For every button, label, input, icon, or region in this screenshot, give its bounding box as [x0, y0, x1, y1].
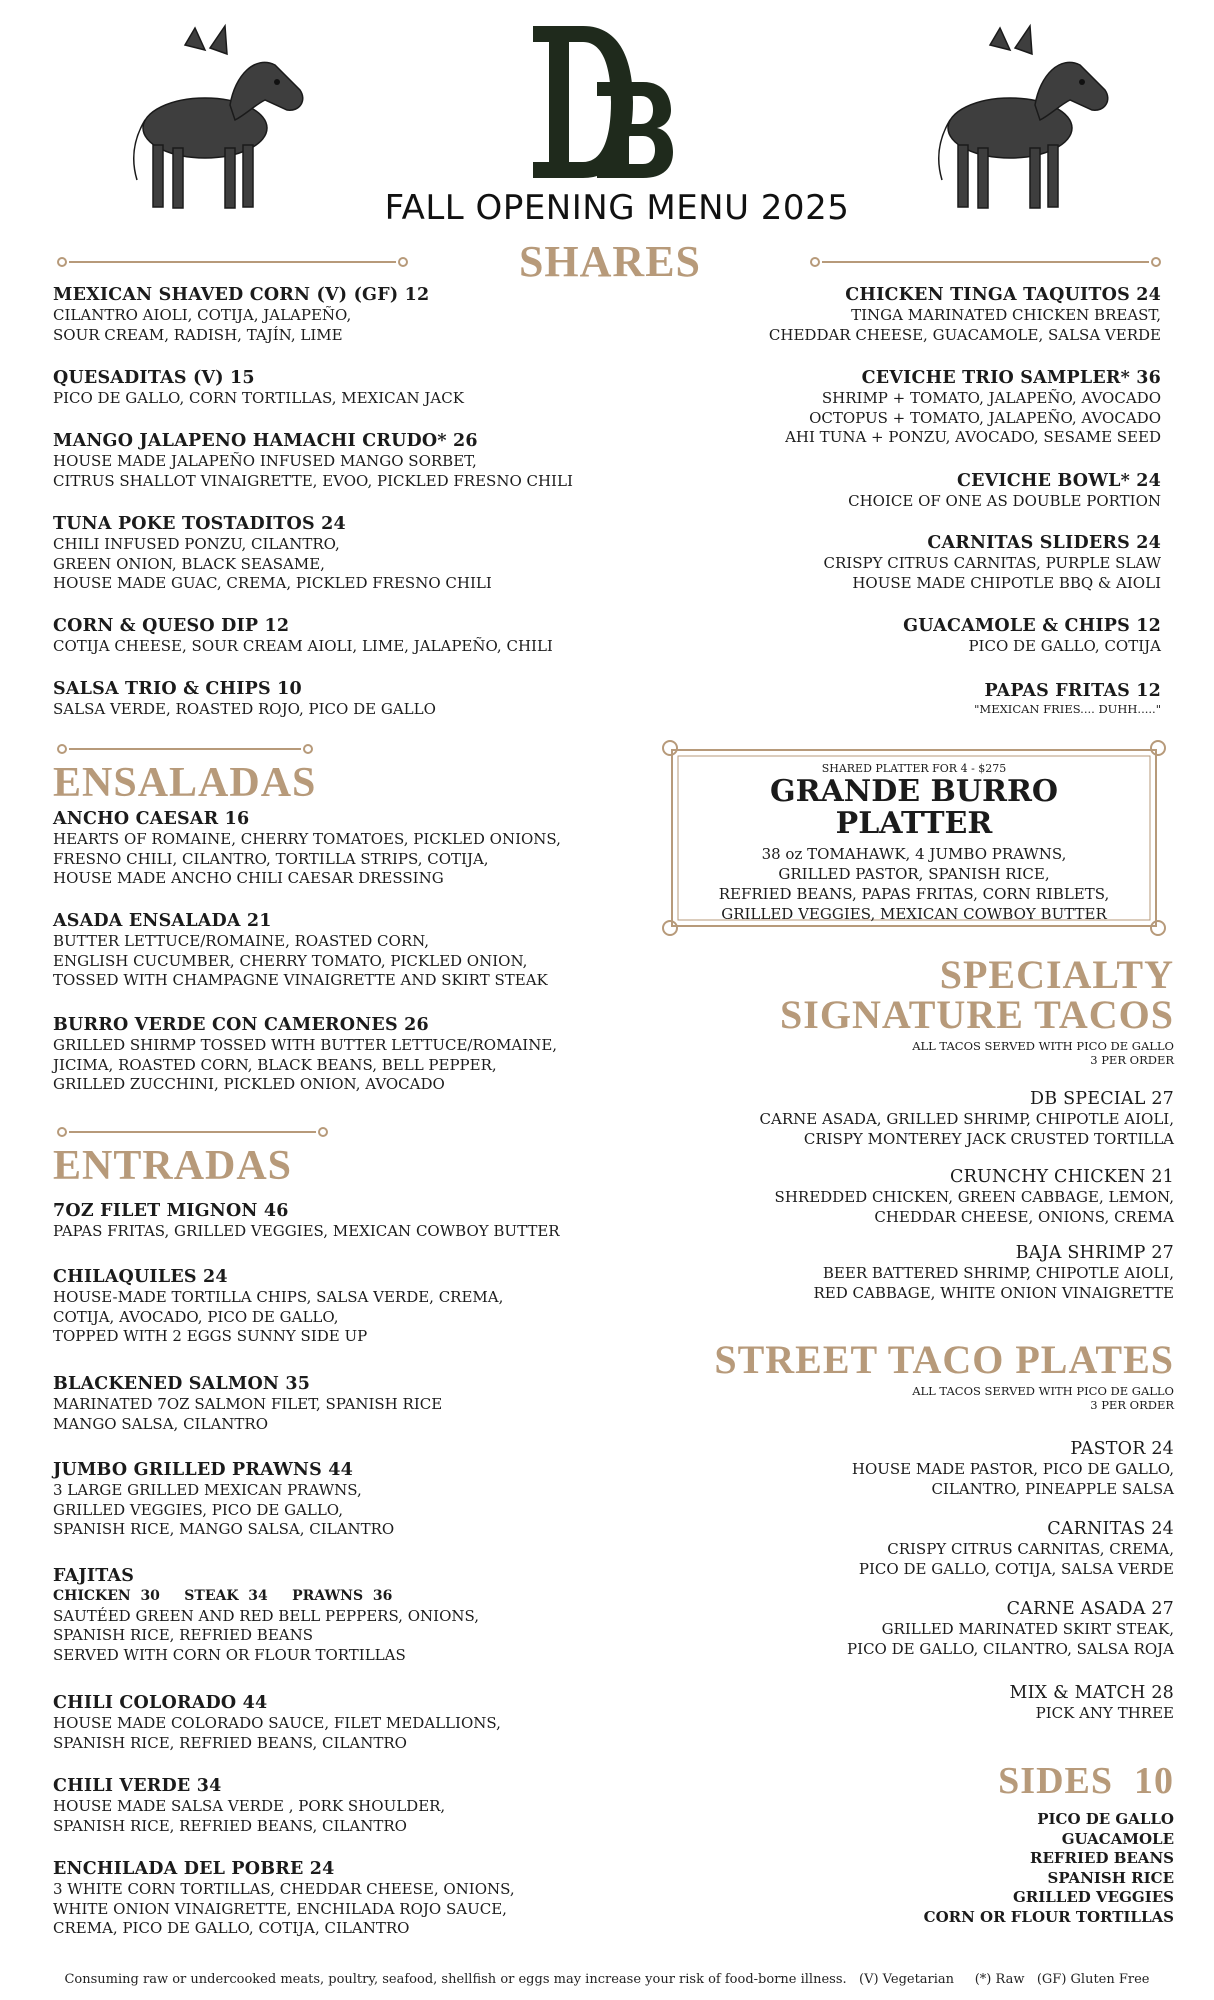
item-desc-line: SOUR CREAM, RADISH, TAJÍN, LIME	[53, 325, 343, 344]
item-desc-line: PICO DE GALLO, CILANTRO, SALSA ROJA	[847, 1639, 1174, 1658]
shares-item-carnitas-sliders	[824, 532, 1162, 593]
item-desc-line: PICK ANY THREE	[1035, 1704, 1174, 1722]
item-desc-line: SALSA VERDE, ROASTED ROJO, PICO DE GALLO	[53, 700, 436, 718]
divider-entradas	[55, 1125, 330, 1139]
item-desc-line: SPANISH RICE, REFRIED BEANS, CILANTRO	[53, 1816, 407, 1835]
item-name: ANCHO CAESAR 16	[53, 809, 250, 829]
street-item-mix-match	[1009, 1682, 1174, 1724]
entradas-item-jumbo-prawns	[53, 1459, 394, 1540]
shares-item-tuna-poke	[53, 513, 492, 594]
platter-desc-line: REFRIED BEANS, PAPAS FRITAS, CORN RIBLETS,	[718, 885, 1110, 903]
sides-item: CORN OR FLOUR TORTILLAS	[923, 1907, 1174, 1926]
item-desc-line: CHOICE OF ONE AS DOUBLE PORTION	[848, 492, 1161, 510]
specialty-heading-line2: SIGNATURE TACOS	[780, 992, 1174, 1037]
entradas-item-chili-colorado	[53, 1692, 501, 1753]
item-desc-line: CITRUS SHALLOT VINAIGRETTE, EVOO, PICKLED FRESNO CHILI	[53, 471, 573, 490]
specialty-heading	[780, 952, 1174, 1037]
item-name: CHICKEN TINGA TAQUITOS 24	[845, 285, 1161, 305]
entradas-item-enchilada-pobre	[53, 1858, 515, 1939]
item-desc-line: SERVED WITH CORN OR FLOUR TORTILLAS	[53, 1645, 406, 1664]
ensaladas-item-asada	[53, 910, 548, 991]
item-name: BLACKENED SALMON 35	[53, 1374, 311, 1394]
specialty-item-crunchy-chicken	[775, 1166, 1174, 1227]
item-name: BAJA SHRIMP 27	[1015, 1243, 1174, 1263]
item-desc-line: WHITE ONION VINAIGRETTE, ENCHILADA ROJO SAUCE,	[53, 1899, 507, 1918]
specialty-note-line2: 3 PER ORDER	[1090, 1053, 1174, 1067]
specialty-item-baja-shrimp	[814, 1242, 1174, 1303]
item-desc-line: MARINATED 7OZ SALMON FILET, SPANISH RICE	[53, 1395, 443, 1413]
item-desc-line: CILANTRO AIOLI, COTIJA, JALAPEÑO,	[53, 306, 352, 324]
item-name: CARNE ASADA 27	[1006, 1599, 1174, 1619]
allergy-disclaimer: Consuming raw or undercooked meats, poultry, seafood, shellfish or eggs may increase your risk of food-borne illness. (V) Vegetarian (*) Raw (GF) Gluten Free	[64, 1972, 1150, 1987]
item-desc-line: HOUSE MADE JALAPEÑO INFUSED MANGO SORBET,	[53, 452, 477, 470]
entradas-item-filet-mignon	[53, 1200, 560, 1242]
platter-desc-line: 38 oz TOMAHAWK, 4 JUMBO PRAWNS,	[761, 845, 1067, 863]
item-name: GUACAMOLE & CHIPS 12	[903, 616, 1161, 636]
donkey-right-icon	[920, 20, 1120, 220]
item-desc-line: HOUSE MADE CHIPOTLE BBQ & AIOLI	[852, 573, 1161, 592]
item-desc-line: GRILLED VEGGIES, PICO DE GALLO,	[53, 1500, 343, 1519]
item-name: ASADA ENSALADA 21	[53, 911, 272, 931]
entradas-item-blackened-salmon	[53, 1373, 442, 1434]
item-desc-line: CRISPY CITRUS CARNITAS, PURPLE SLAW	[823, 554, 1161, 572]
item-desc-line: COTIJA CHEESE, SOUR CREAM AIOLI, LIME, JALAPEÑO, CHILI	[53, 637, 553, 655]
shares-item-hamachi-crudo	[53, 430, 573, 491]
item-name: TUNA POKE TOSTADITOS 24	[53, 514, 346, 534]
item-desc-line: SHRIMP + TOMATO, JALAPEÑO, AVOCADO	[821, 389, 1161, 407]
item-desc-line: HOUSE MADE GUAC, CREMA, PICKLED FRESNO CHILI	[53, 574, 492, 592]
item-desc-line: PICO DE GALLO, CORN TORTILLAS, MEXICAN JACK	[53, 389, 464, 407]
shares-item-corn-queso-dip	[53, 615, 553, 657]
grande-burro-platter-box	[660, 738, 1168, 938]
shares-item-mexican-shaved-corn	[53, 284, 429, 345]
item-sub-prices: CHICKEN 30 STEAK 34 PRAWNS 36	[53, 1588, 393, 1604]
shares-item-ceviche-bowl	[848, 470, 1161, 512]
item-desc-line: BUTTER LETTUCE/ROMAINE, ROASTED CORN,	[53, 932, 430, 950]
item-name: CHILI VERDE 34	[53, 1776, 222, 1796]
entradas-item-chilaquiles	[53, 1266, 503, 1347]
item-desc-line: TINGA MARINATED CHICKEN BREAST,	[851, 306, 1161, 324]
item-desc-line: 3 LARGE GRILLED MEXICAN PRAWNS,	[53, 1481, 362, 1499]
entradas-heading: ENTRADAS	[53, 1143, 293, 1189]
item-desc-line: SAUTÉED GREEN AND RED BELL PEPPERS, ONIONS,	[53, 1606, 479, 1625]
street-note-line1: ALL TACOS SERVED WITH PICO DE GALLO	[912, 1384, 1174, 1398]
item-desc-line: CHEDDAR CHEESE, GUACAMOLE, SALSA VERDE	[768, 325, 1161, 344]
db-logo	[525, 22, 675, 182]
street-item-carnitas	[859, 1518, 1174, 1579]
item-desc-line: PAPAS FRITAS, GRILLED VEGGIES, MEXICAN COWBOY BUTTER	[53, 1222, 560, 1240]
sides-item: SPANISH RICE	[1047, 1868, 1174, 1887]
item-desc-line: PICO DE GALLO, COTIJA, SALSA VERDE	[858, 1559, 1174, 1578]
item-name: MIX & MATCH 28	[1009, 1683, 1174, 1703]
item-desc-line: RED CABBAGE, WHITE ONION VINAIGRETTE	[813, 1283, 1174, 1302]
item-name: CHILI COLORADO 44	[53, 1693, 268, 1713]
entradas-item-fajitas	[53, 1565, 479, 1665]
item-desc-line: GRILLED MARINATED SKIRT STEAK,	[881, 1620, 1174, 1638]
item-desc-line: HOUSE MADE PASTOR, PICO DE GALLO,	[851, 1460, 1174, 1478]
item-desc-line: ENGLISH CUCUMBER, CHERRY TOMATO, PICKLED ONION,	[53, 951, 528, 970]
item-desc-line: HOUSE-MADE TORTILLA CHIPS, SALSA VERDE, CREMA,	[53, 1288, 504, 1306]
item-name: ENCHILADA DEL POBRE 24	[53, 1859, 335, 1879]
item-desc-line: BEER BATTERED SHRIMP, CHIPOTLE AIOLI,	[822, 1264, 1174, 1282]
street-heading: STREET TACO PLATES	[714, 1337, 1174, 1382]
item-desc-line: SPANISH RICE, REFRIED BEANS	[53, 1626, 314, 1644]
item-desc-line: COTIJA, AVOCADO, PICO DE GALLO,	[53, 1307, 339, 1326]
divider-shares-right	[808, 255, 1163, 269]
item-desc-line: HOUSE MADE COLORADO SAUCE, FILET MEDALLIONS,	[53, 1714, 501, 1732]
street-note-line2: 3 PER ORDER	[1090, 1398, 1174, 1412]
shares-item-guacamole-chips	[903, 615, 1161, 657]
donkey-left-icon	[115, 20, 315, 220]
item-desc-line: SPANISH RICE, MANGO SALSA, CILANTRO	[53, 1520, 395, 1538]
item-desc-line: SHREDDED CHICKEN, GREEN CABBAGE, LEMON,	[774, 1188, 1174, 1206]
shares-item-papas-fritas	[974, 680, 1161, 716]
item-desc-line: HEARTS OF ROMAINE, CHERRY TOMATOES, PICKLED ONIONS,	[53, 830, 561, 848]
street-item-pastor	[852, 1438, 1174, 1499]
item-desc-line: SPANISH RICE, REFRIED BEANS, CILANTRO	[53, 1733, 407, 1752]
item-desc-line: GRILLED SHIRMP TOSSED WITH BUTTER LETTUCE/ROMAINE,	[53, 1036, 558, 1054]
platter-title-line1: GRANDE BURRO	[769, 774, 1059, 809]
sides-list	[924, 1810, 1174, 1927]
shares-item-quesaditas	[53, 367, 464, 409]
specialty-note-line1: ALL TACOS SERVED WITH PICO DE GALLO	[912, 1039, 1174, 1053]
menu-title: FALL OPENING MENU 2025	[384, 188, 850, 228]
sides-item: GRILLED VEGGIES	[1012, 1888, 1174, 1906]
sides-heading: SIDES 10	[998, 1760, 1174, 1802]
item-name: JUMBO GRILLED PRAWNS 44	[53, 1460, 353, 1480]
ensaladas-item-burro-verde	[53, 1014, 557, 1095]
item-desc-line: PICO DE GALLO, COTIJA	[968, 637, 1161, 655]
item-name: CARNITAS 24	[1047, 1519, 1174, 1539]
item-desc-line: FRESNO CHILI, CILANTRO, TORTILLA STRIPS, COTIJA,	[53, 849, 489, 868]
item-name: MEXICAN SHAVED CORN (V) (GF) 12	[53, 285, 430, 305]
item-desc-line: CREMA, PICO DE GALLO, COTIJA, CILANTRO	[53, 1919, 410, 1937]
item-name: FAJITAS	[53, 1566, 135, 1586]
item-name: PASTOR 24	[1070, 1439, 1174, 1459]
item-desc-line: CRISPY CITRUS CARNITAS, CREMA,	[887, 1540, 1174, 1558]
divider-ensaladas	[55, 742, 315, 756]
shares-item-ceviche-trio	[785, 367, 1161, 448]
item-desc-line: HOUSE MADE SALSA VERDE , PORK SHOULDER,	[53, 1797, 446, 1815]
entradas-item-chili-verde	[53, 1775, 445, 1836]
item-name: CORN & QUESO DIP 12	[53, 616, 290, 636]
item-desc-line: TOSSED WITH CHAMPAGNE VINAIGRETTE AND SKIRT STEAK	[53, 971, 548, 989]
sides-item: GUACAMOLE	[1061, 1829, 1174, 1848]
item-name: MANGO JALAPENO HAMACHI CRUDO* 26	[53, 431, 478, 451]
street-note	[912, 1384, 1174, 1412]
item-name: QUESADITAS (V) 15	[53, 368, 255, 388]
shares-item-salsa-trio	[53, 678, 436, 720]
item-name: CEVICHE BOWL* 24	[956, 471, 1161, 491]
item-desc-line: MANGO SALSA, CILANTRO	[53, 1414, 268, 1433]
item-desc-line: CRISPY MONTEREY JACK CRUSTED TORTILLA	[803, 1129, 1174, 1148]
ensaladas-item-ancho-caesar	[53, 808, 561, 889]
divider-shares-left	[55, 255, 410, 269]
item-name: DB SPECIAL 27	[1030, 1089, 1174, 1109]
item-name: CARNITAS SLIDERS 24	[927, 533, 1161, 553]
item-name: 7OZ FILET MIGNON 46	[53, 1201, 289, 1221]
item-desc-line: AHI TUNA + PONZU, AVOCADO, SESAME SEED	[785, 428, 1161, 446]
item-desc-line: GRILLED ZUCCHINI, PICKLED ONION, AVOCADO	[53, 1075, 445, 1093]
item-name: BURRO VERDE CON CAMERONES 26	[53, 1015, 429, 1035]
item-desc-line: CHILI INFUSED PONZU, CILANTRO,	[53, 535, 340, 553]
specialty-heading-line1: SPECIALTY	[939, 952, 1174, 997]
platter-title-line2: PLATTER	[835, 806, 993, 841]
item-name: SALSA TRIO & CHIPS 10	[53, 679, 302, 699]
shares-item-tinga-taquitos	[769, 284, 1161, 345]
item-desc-line: HOUSE MADE ANCHO CHILI CAESAR DRESSING	[53, 869, 444, 887]
item-desc-line: CILANTRO, PINEAPPLE SALSA	[931, 1479, 1174, 1498]
item-desc-line: GREEN ONION, BLACK SEASAME,	[53, 554, 325, 573]
item-name: PAPAS FRITAS 12	[984, 681, 1161, 701]
item-desc-line: 3 WHITE CORN TORTILLAS, CHEDDAR CHEESE, ONIONS,	[53, 1880, 515, 1898]
specialty-note	[912, 1039, 1174, 1067]
item-desc-line: TOPPED WITH 2 EGGS SUNNY SIDE UP	[53, 1327, 368, 1345]
shares-heading: SHARES	[518, 237, 702, 286]
item-name: CHILAQUILES 24	[53, 1267, 228, 1287]
item-desc-line: CHEDDAR CHEESE, ONIONS, CREMA	[874, 1207, 1174, 1226]
sides-item: REFRIED BEANS	[1030, 1849, 1174, 1867]
item-name: CRUNCHY CHICKEN 21	[950, 1167, 1174, 1187]
item-desc-line: OCTOPUS + TOMATO, JALAPEÑO, AVOCADO	[809, 408, 1161, 427]
ensaladas-heading: ENSALADAS	[53, 760, 317, 806]
sides-item: PICO DE GALLO	[1037, 1810, 1174, 1828]
platter-desc-line: GRILLED VEGGIES, MEXICAN COWBOY BUTTER	[721, 905, 1107, 923]
platter-desc-line: GRILLED PASTOR, SPANISH RICE,	[778, 865, 1050, 883]
item-note: "MEXICAN FRIES.... DUHH....."	[974, 702, 1161, 716]
item-name: CEVICHE TRIO SAMPLER* 36	[861, 368, 1161, 388]
item-desc-line: CARNE ASADA, GRILLED SHRIMP, CHIPOTLE AIOLI,	[759, 1110, 1174, 1128]
item-desc-line: JICIMA, ROASTED CORN, BLACK BEANS, BELL PEPPER,	[53, 1055, 497, 1074]
street-item-carne-asada	[847, 1598, 1174, 1659]
specialty-item-db-special	[760, 1088, 1174, 1149]
platter-label: SHARED PLATTER FOR 4 - $275	[821, 762, 1007, 775]
